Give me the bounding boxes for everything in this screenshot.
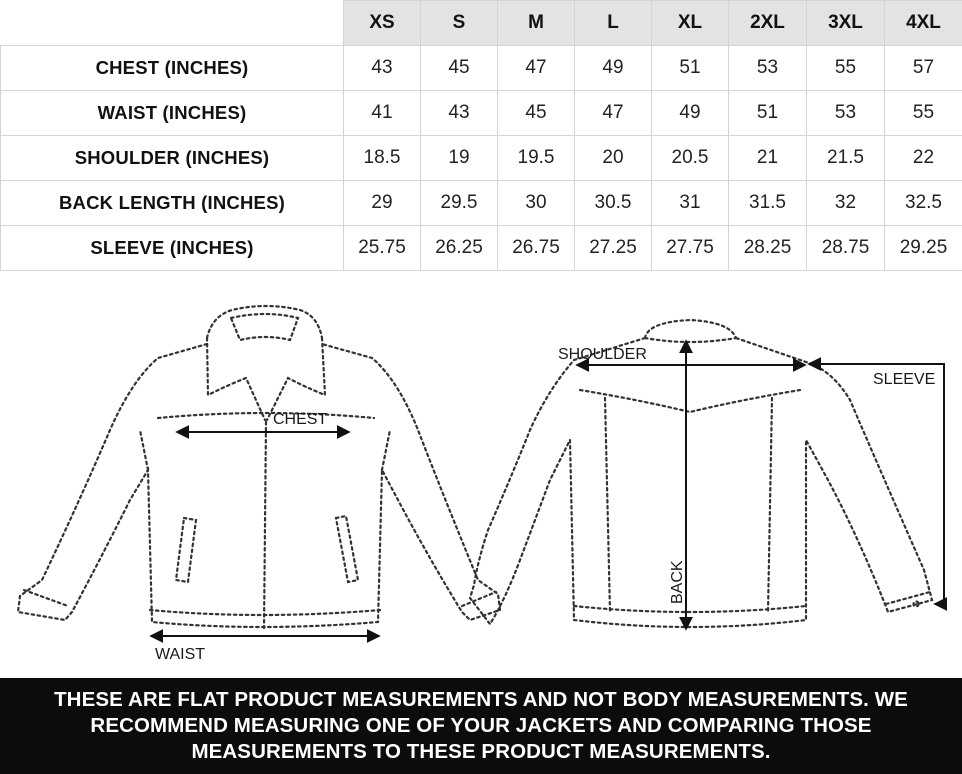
table-row-sleeve — [1, 226, 962, 271]
table-cell: 53 — [729, 46, 807, 91]
size-header-xl: XL — [652, 1, 729, 46]
table-cell: 31 — [652, 181, 729, 226]
size-header-xs: XS — [344, 1, 421, 46]
table-cell: 21.5 — [807, 136, 885, 181]
table-cell: 25.75 — [344, 226, 421, 271]
measurement-notice-banner — [0, 678, 962, 774]
table-cell: 53 — [807, 91, 885, 136]
table-cell: 32 — [807, 181, 885, 226]
size-header-4xl: 4XL — [885, 1, 962, 46]
table-cell: 47 — [575, 91, 652, 136]
table-row-back-length — [1, 181, 962, 226]
waist-label: WAIST — [155, 646, 206, 663]
table-row-chest — [1, 46, 962, 91]
back-label: BACK — [669, 560, 686, 604]
table-cell: 30.5 — [575, 181, 652, 226]
table-cell: 20 — [575, 136, 652, 181]
front-jacket-icon — [18, 306, 500, 628]
table-cell: 51 — [729, 91, 807, 136]
sleeve-label: SLEEVE — [873, 371, 936, 388]
row-label: WAIST (INCHES) — [1, 91, 344, 136]
table-cell: 19 — [421, 136, 498, 181]
table-row-shoulder — [1, 136, 962, 181]
table-corner-cell — [1, 1, 344, 46]
table-cell: 49 — [652, 91, 729, 136]
table-cell: 20.5 — [652, 136, 729, 181]
table-cell: 28.75 — [807, 226, 885, 271]
table-cell: 21 — [729, 136, 807, 181]
back-jacket-icon — [470, 320, 932, 627]
table-cell: 19.5 — [498, 136, 575, 181]
table-cell: 45 — [498, 91, 575, 136]
table-cell: 32.5 — [885, 181, 962, 226]
jacket-measurement-diagram — [0, 290, 962, 675]
size-header-s: S — [421, 1, 498, 46]
table-cell: 45 — [421, 46, 498, 91]
table-cell: 29.25 — [885, 226, 962, 271]
table-cell: 41 — [344, 91, 421, 136]
table-cell: 27.25 — [575, 226, 652, 271]
table-cell: 18.5 — [344, 136, 421, 181]
size-header-3xl: 3XL — [807, 1, 885, 46]
row-label: SLEEVE (INCHES) — [1, 226, 344, 271]
table-cell: 28.25 — [729, 226, 807, 271]
table-cell: 26.25 — [421, 226, 498, 271]
row-label: BACK LENGTH (INCHES) — [1, 181, 344, 226]
size-header-row — [1, 1, 962, 46]
table-cell: 55 — [885, 91, 962, 136]
table-cell: 29 — [344, 181, 421, 226]
table-cell: 51 — [652, 46, 729, 91]
size-chart-table — [0, 0, 962, 271]
table-cell: 31.5 — [729, 181, 807, 226]
table-cell: 57 — [885, 46, 962, 91]
table-cell: 30 — [498, 181, 575, 226]
table-cell: 26.75 — [498, 226, 575, 271]
shoulder-label: SHOULDER — [558, 346, 647, 363]
table-cell: 49 — [575, 46, 652, 91]
table-row-waist — [1, 91, 962, 136]
size-header-m: M — [498, 1, 575, 46]
size-header-2xl: 2XL — [729, 1, 807, 46]
chest-label: CHEST — [273, 411, 328, 428]
row-label: CHEST (INCHES) — [1, 46, 344, 91]
size-header-l: L — [575, 1, 652, 46]
row-label: SHOULDER (INCHES) — [1, 136, 344, 181]
measurement-notice-text: THESE ARE FLAT PRODUCT MEASUREMENTS AND NOT BODY MEASUREMENTS. WE RECOMMEND MEASURING ONE OF YOUR JACKETS AND COMPARING THOSE MEASUREMENTS TO THESE PRODUCT MEASUREMENTS. — [54, 688, 908, 763]
table-cell: 43 — [421, 91, 498, 136]
table-cell: 43 — [344, 46, 421, 91]
table-cell: 22 — [885, 136, 962, 181]
table-cell: 55 — [807, 46, 885, 91]
table-cell: 47 — [498, 46, 575, 91]
table-cell: 29.5 — [421, 181, 498, 226]
table-cell: 27.75 — [652, 226, 729, 271]
